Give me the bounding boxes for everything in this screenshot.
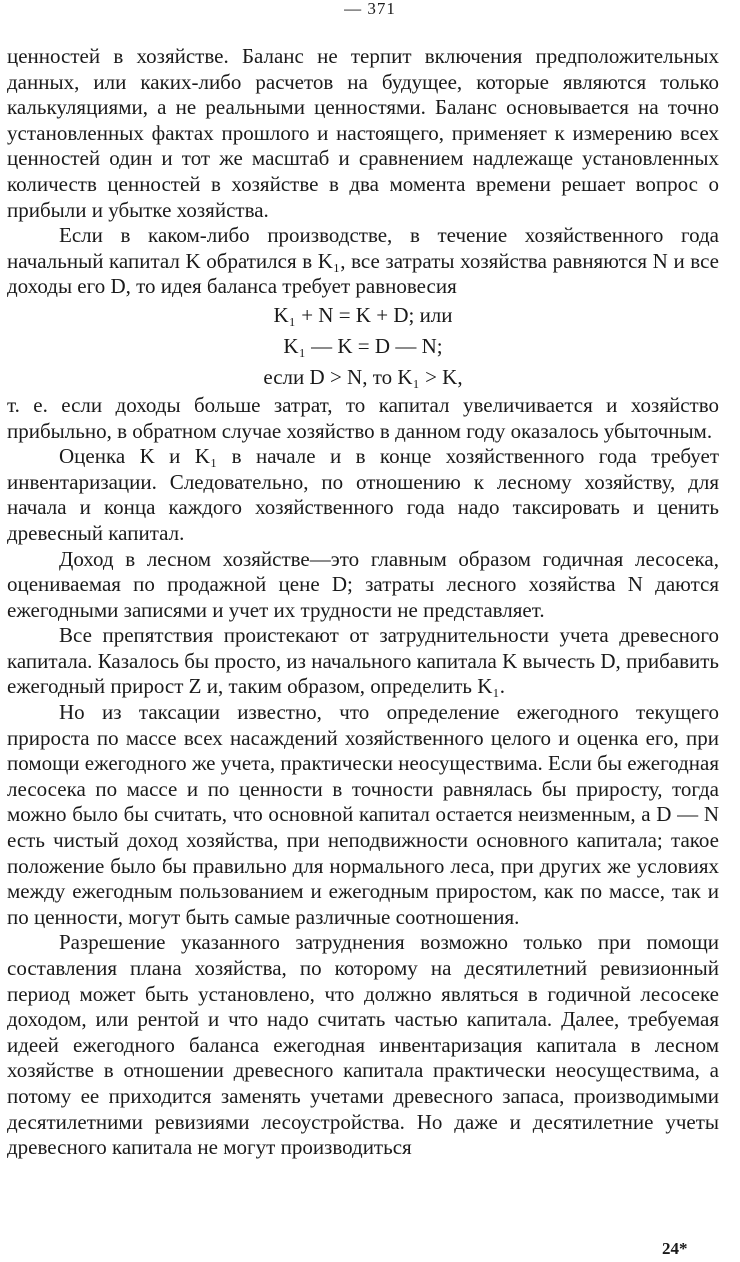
formula-3: если D > N, то K₁ > K, bbox=[263, 364, 463, 389]
body-text bbox=[7, 44, 719, 1161]
paragraph-1: ценностей в хозяйстве. Баланс не терпит включения предположительных данных, или каких-либо расчетов на будущее, которые являются только калькуляциями, а не реальными ценностями. Баланс основывается на точно установленных фактах прошлого и настоящего, применяет к измерению всех ценностей один и тот же масштаб и сравнением надлежаще установленных количеств ценностей в хозяйстве в два момента времени решает вопрос о прибыли и убытке хозяйства. bbox=[7, 44, 719, 222]
page-number: — 371 bbox=[344, 0, 396, 18]
paragraph-8: Разрешение указанного затруднения возможно только при помощи составления плана хозяйства, по которому на десятилетний ревизионный период может быть установлено, что должно являться в годичной лесосеке доходом, или рентой и что надо считать частью капитала. Далее, требуемая идеей ежегодного баланса ежегодная инвентаризация капитала в лесном хозяйстве в отношении древесного капитала практически неосуществима, а потому ее приходится заменять учетами древесного запаса, производимыми десятилетними ревизиями лесоустройства. Но даже и десятилетние учеты древесного капитала не могут производиться bbox=[7, 930, 719, 1160]
paragraph-5: Доход в лесном хозяйстве—это главным образом годичная лесосека, оцениваемая по продажной цене D; затраты лесного хозяйства N даются ежегодными записями и учет их трудности не представляет. bbox=[7, 546, 719, 622]
formula-1: K₁ + N = K + D; или bbox=[273, 302, 453, 327]
printer-signature: 24* bbox=[662, 1239, 688, 1258]
formula-2: K₁ — K = D — N; bbox=[283, 333, 443, 358]
paragraph-6: Все препятствия проистекают от затруднительности учета древесного капитала. Казалось бы просто, из начального капитала K вычесть D, прибавить ежегодный прирост Z и, таким образом, определить K₁. bbox=[7, 623, 719, 699]
paragraph-7: Но из таксации известно, что определение ежегодного текущего прироста по массе всех насаждений хозяйственного целого и оценка его, при помощи ежегодного же учета, практически неосуществима. Если бы ежегодная лесосека по массе и по ценности в точности равнялась бы приросту, тогда можно было бы считать, что основной капитал остается неизменным, а D — N есть чистый доход хозяйства, при неподвижности основного капитала; такое положение было бы правильно для нормального леса, при других же условиях между ежегодным пользованием и ежегодным приростом, как по массе, так и по ценности, могут быть самые различные соотношения. bbox=[7, 700, 719, 929]
paragraph-4: Оценка K и K₁ в начале и в конце хозяйственного года требует инвентаризации. Следовательно, по отношению к лесному хозяйству, для начала и конца каждого хозяйственного года надо таксировать и ценить древесный капитал. bbox=[7, 444, 719, 545]
paragraph-3: т. е. если доходы больше затрат, то капитал увеличивается и хозяйство прибыльно, в обратном случае хозяйство в данном году оказалось убыточным. bbox=[7, 392, 719, 443]
paragraph-2: Если в каком-либо производстве, в течение хозяйственного года начальный капитал K обратился в K₁, все затраты хозяйства равняются N и все доходы его D, то идея баланса требует равновесия bbox=[7, 223, 719, 299]
